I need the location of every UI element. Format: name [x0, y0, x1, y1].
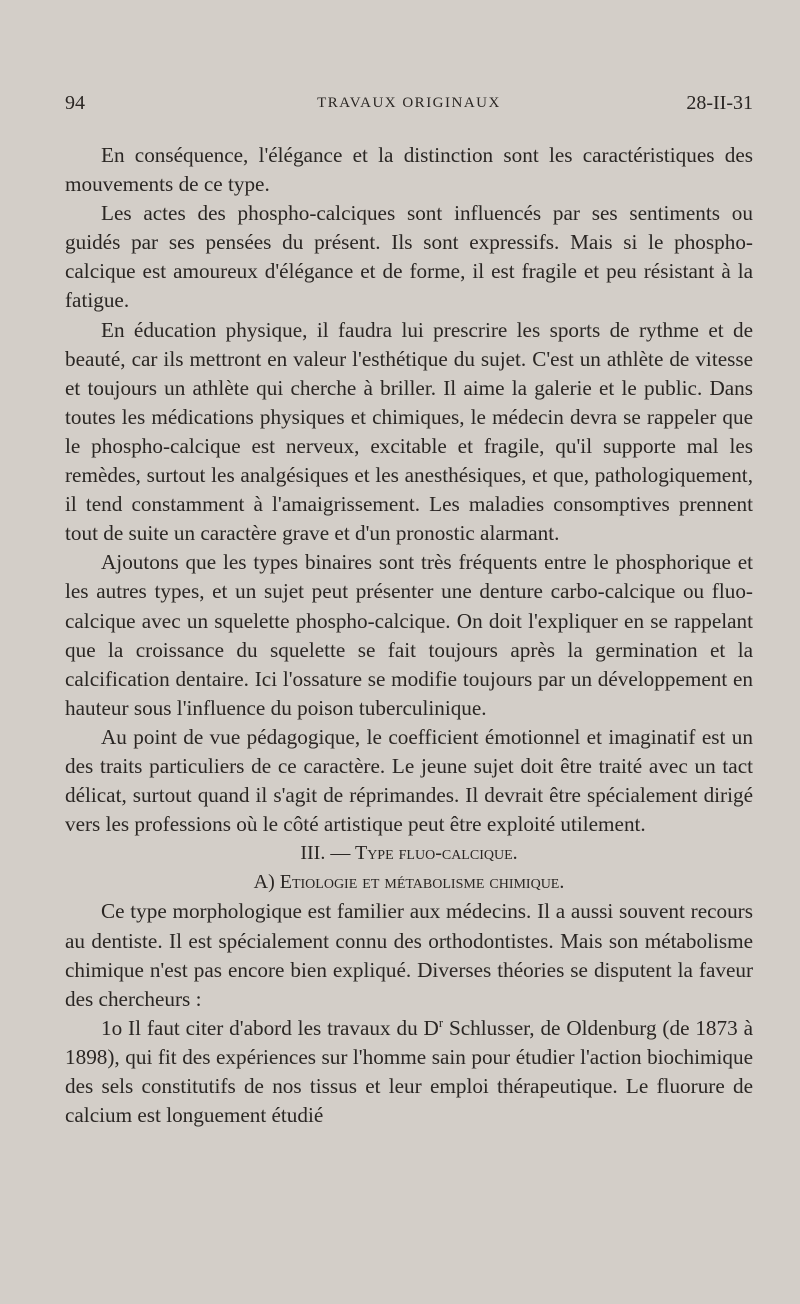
running-title: TRAVAUX ORIGINAUX: [317, 95, 501, 111]
superscript: r: [438, 1015, 444, 1030]
paragraph: Les actes des phospho-calciques sont influencés par ses sentiments ou guidés par ses pensées du présent. Ils sont expressifs. Mais si le phospho-calcique est amoureux d'élégance et de forme, il est fragile et peu résistant à la fatigue.: [65, 201, 753, 313]
subsection-heading: A) Etiologie et métabolisme chimique.: [253, 871, 565, 894]
paragraph: En conséquence, l'élégance et la distinction sont les caractéristiques des mouvements de ce type.: [65, 143, 753, 197]
section-heading: III. — Type fluo-calcique.: [300, 842, 518, 865]
running-header: [65, 92, 753, 120]
paragraph: En éducation physique, il faudra lui prescrire les sports de rythme et de beauté, car ils mettront en valeur l'esthétique du sujet. C'est un athlète de vitesse et toujours un athlète qui cherche à briller. Il aime la galerie et le public. Dans toutes les médications physiques et chimiques, le médecin devra se rappeler que le phospho-calcique est nerveux, excitable et fragile, qu'il supporte mal les remèdes, surtout les analgésiques et les anesthésiques, et que, pathologiquement, il tend constamment à l'amaigrissement. Les maladies consomptives prennent tout de suite un caractère grave et d'un pronostic alarmant.: [65, 317, 753, 546]
paragraph-numbered: [65, 1014, 753, 1130]
paragraph: Ce type morphologique est familier aux médecins. Il a aussi souvent recours au dentiste. Il est spécialement connu des orthodontistes. Mais son métabolisme chimique n'est pas encore bien expliqué. Diverses théories se disputent la faveur des chercheurs :: [65, 899, 753, 1011]
paragraph: Au point de vue pédagogique, le coefficient émotionnel et imaginatif est un des traits particuliers de ce caractère. Le jeune sujet doit être traité avec un tact délicat, surtout quand il s'agit de réprimandes. Il devrait être spécialement dirigé vers les professions où le côté artistique peut être exploité utilement.: [65, 724, 753, 837]
header-date: 28-II-31: [686, 92, 753, 114]
list-marker: 1o: [101, 1015, 123, 1040]
page-number: 94: [65, 92, 85, 114]
paragraph-text: Il faut citer d'abord les travaux du D: [122, 1015, 439, 1040]
paragraph: Ajoutons que les types binaires sont très fréquents entre le phosphorique et les autres types, et un sujet peut présenter une denture carbo-calcique ou fluo-calcique avec un squelette phospho-calcique. On doit l'expliquer en se rappelant que la croissance du squelette se fait toujours après la germination et la calcification dentaire. Ici l'ossature se modifie toujours par un développement en hauteur sous l'influence du poison tuberculinique.: [65, 550, 753, 720]
page-body: [65, 141, 753, 1130]
paragraph-text: Schlusser, de Oldenburg (de 1873 à 1898), qui fit des expériences sur l'homme sain pour étudier l'action biochimique des sels constitutifs de nos tissus et leur emploi thérapeutique. Le fluorure de calcium est longuement étudié: [65, 1015, 753, 1128]
